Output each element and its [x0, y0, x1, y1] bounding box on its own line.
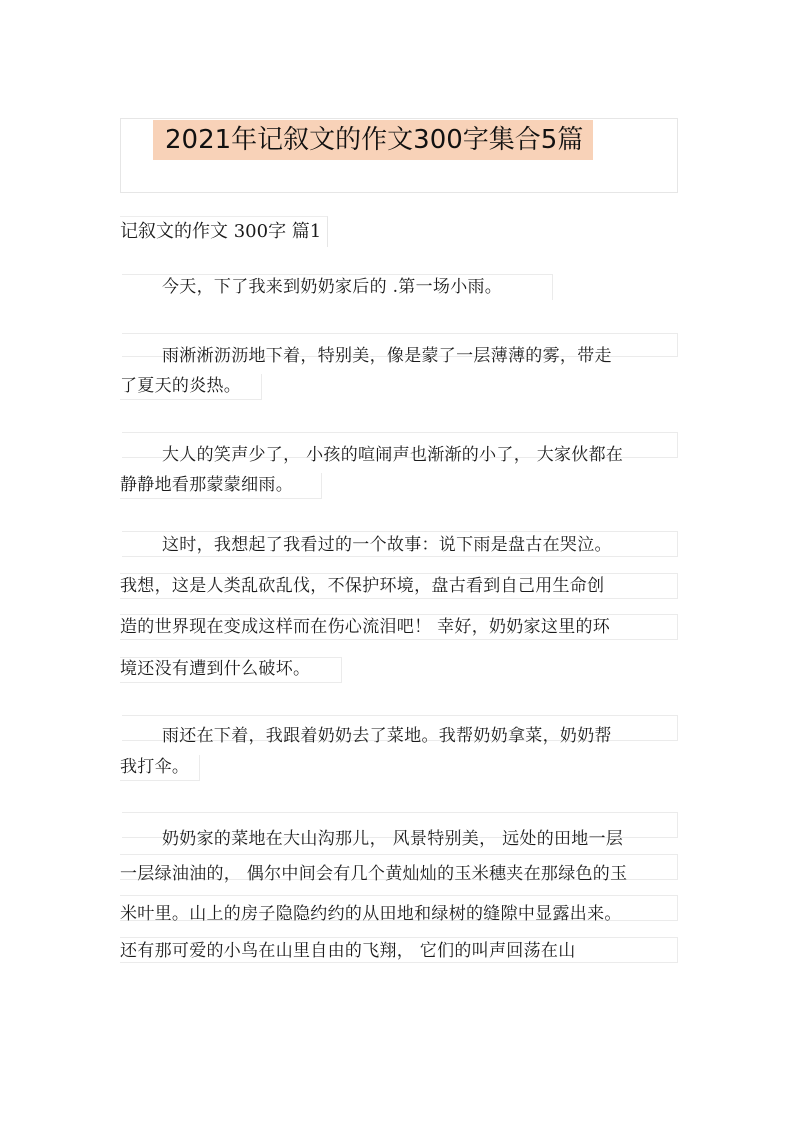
- paragraph-4-line-4: 境还没有遭到什么破坏。: [120, 659, 311, 679]
- paragraph-2-line-1: 雨淅淅沥沥地下着，特别美，像是蒙了一层薄薄的雾，带走: [162, 346, 612, 366]
- section-heading: 记叙文的作文 300字 篇1: [120, 216, 328, 247]
- paragraph-6-line-3: 米叶里。山上的房子隐隐约约的从田地和绿树的缝隙中显露出来。: [120, 904, 622, 924]
- paragraph-3-line-1: 大人的笑声少了， 小孩的喧闹声也渐渐的小了， 大家伙都在: [162, 445, 624, 465]
- paragraph-2-line-2: 了夏天的炎热。: [120, 376, 242, 396]
- paragraph-6-line-1: 奶奶家的菜地在大山沟那儿， 风景特别美， 远处的田地一层: [162, 829, 624, 849]
- paragraph-4-line-1: 这时，我想起了我看过的一个故事：说下雨是盘古在哭泣。: [162, 535, 612, 555]
- paragraph-5-line-2: 我打伞。: [120, 757, 190, 777]
- paragraph-5-line-1: 雨还在下着，我跟着奶奶去了菜地。我帮奶奶拿菜，奶奶帮: [162, 726, 612, 746]
- paragraph-4-line-3: 造的世界现在变成这样而在伤心流泪吧！ 幸好，奶奶家这里的环: [120, 617, 611, 637]
- document-title: 2021年记叙文的作文300字集合5篇: [153, 120, 593, 160]
- paragraph-3-line-2: 静静地看那蒙蒙细雨。: [120, 475, 293, 495]
- paragraph-1-line-1: 今天，下了我来到奶奶家后的 .第一场小雨。: [162, 277, 503, 297]
- paragraph-4-line-2: 我想，这是人类乱砍乱伐，不保护环境，盘古看到自己用生命创: [120, 576, 605, 596]
- paragraph-6-line-2: 一层绿油油的， 偶尔中间会有几个黄灿灿的玉米穗夹在那绿色的玉: [120, 864, 628, 884]
- paragraph-6-line-4: 还有那可爱的小鸟在山里自由的飞翔， 它们的叫声回荡在山: [120, 941, 576, 961]
